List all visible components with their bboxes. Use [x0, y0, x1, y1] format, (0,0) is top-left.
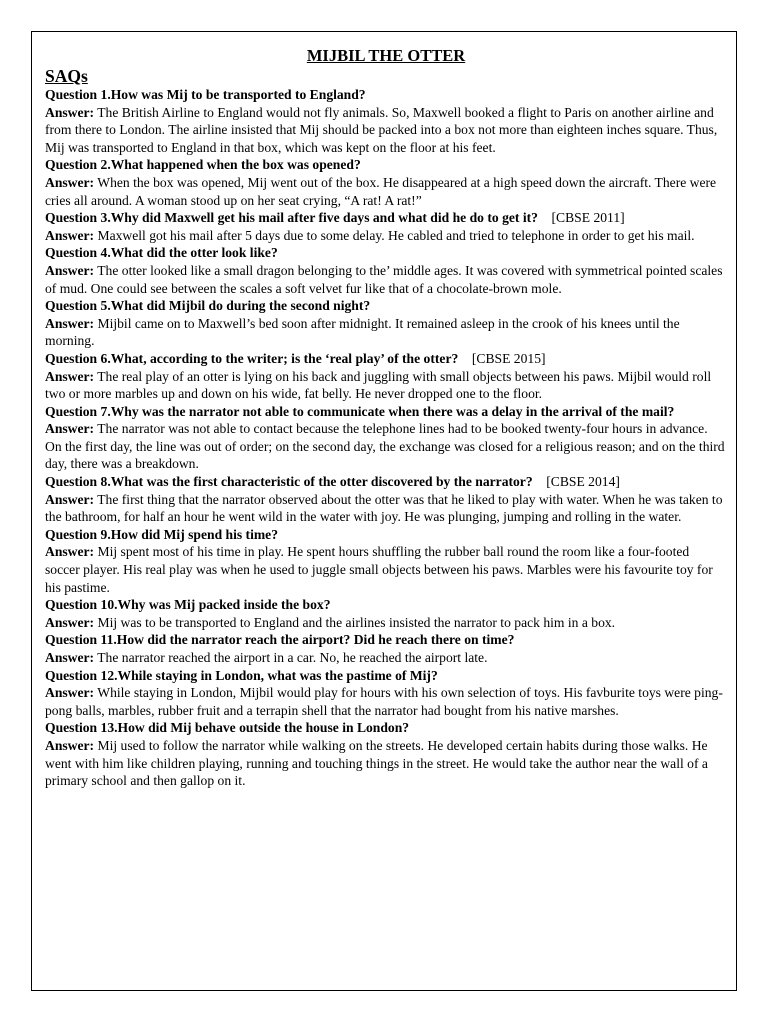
section-heading: SAQs — [45, 66, 88, 86]
question-text — [45, 350, 727, 368]
qa-item — [45, 473, 727, 526]
answer-text — [45, 420, 727, 473]
question-text — [45, 156, 727, 174]
question-text — [45, 596, 727, 614]
answer-text — [45, 227, 727, 245]
question-label: Question 1.How was Mij to be transported to England? — [45, 87, 366, 102]
exam-tag: [CBSE 2011] — [551, 210, 625, 226]
answer-text — [45, 262, 727, 297]
answer-text — [45, 368, 727, 403]
question-text — [45, 473, 727, 491]
answer-text — [45, 614, 727, 632]
answer-label: Answer: — [45, 737, 95, 753]
answer-body: The British Airline to England would not fly animals. So, Maxwell booked a flight to Paris on another airline and from there to London. The airline insisted that Mij should be packed into a box not more than eighteen inches square. Thus, Mij was transported to England in that box, which was kept on the floor at his feet. — [45, 104, 718, 155]
document-body — [45, 46, 727, 790]
question-label: Question 13.How did Mij behave outside the house in London? — [45, 720, 410, 736]
answer-body: Mij was to be transported to England and the airlines insisted the narrator to pack him in a box. — [97, 614, 616, 630]
qa-item — [45, 244, 727, 297]
answer-text — [45, 491, 727, 526]
answer-body: Mijbil came on to Maxwell’s bed soon after midnight. It remained asleep in the crook of his knees until the morning. — [45, 315, 680, 349]
qa-item — [45, 209, 727, 244]
exam-tag: [CBSE 2015] — [471, 350, 546, 366]
question-text — [45, 403, 727, 421]
answer-body: The real play of an otter is lying on his back and juggling with small objects between his paws. Mijbil would roll two or more marbles up and down on his wide, fat belly. He never dropped one to the floor. — [45, 368, 712, 402]
answer-label: Answer: — [45, 685, 95, 701]
question-label: Question 11.How did the narrator reach the airport? Did he reach there on time? — [45, 632, 515, 648]
page-title: MIJBIL THE OTTER — [306, 46, 466, 65]
question-text — [45, 209, 727, 227]
answer-text — [45, 737, 727, 790]
question-text — [45, 86, 727, 104]
question-label: Question 12.While staying in London, what was the pastime of Mij? — [45, 667, 438, 683]
answer-label: Answer: — [45, 262, 95, 278]
question-text — [45, 631, 727, 649]
question-label: Question 5.What did Mijbil do during the second night? — [45, 298, 371, 314]
qa-item — [45, 297, 727, 350]
exam-tag: [CBSE 2014] — [546, 474, 620, 490]
answer-body: The otter looked like a small dragon belonging to the’ middle ages. It was covered with symmetrical pointed scales of mud. One could see between the scales a soft velvet fur like that of a chocolate-brown mole. — [45, 262, 723, 296]
answer-text — [45, 543, 727, 596]
qa-item — [45, 667, 727, 720]
question-text — [45, 526, 727, 544]
qa-item — [45, 350, 727, 403]
question-label: Question 7.Why was the narrator not able to communicate when there was a delay in the arrival of the mail? — [45, 403, 675, 419]
answer-text — [45, 684, 727, 719]
answer-label: Answer: — [45, 368, 95, 384]
qa-item — [45, 86, 727, 156]
answer-label: Answer: — [45, 174, 95, 190]
answer-body: When the box was opened, Mij went out of the box. He disappeared at a high speed down the aircraft. There were cries all around. A woman stood up on her seat crying, “A rat! A rat!” — [45, 174, 717, 208]
answer-body: While staying in London, Mijbil would play for hours with his own selection of toys. His favburite toys were ping-pong balls, marbles, rubber fruit and a terrapin shell that the narrator had bought from his native marshes. — [45, 685, 723, 718]
question-label: Question 2.What happened when the box was opened? — [45, 157, 361, 173]
qa-item — [45, 596, 727, 631]
answer-text — [45, 104, 727, 157]
question-text — [45, 667, 727, 685]
question-label: Question 10.Why was Mij packed inside the box? — [45, 597, 331, 613]
qa-list — [45, 86, 727, 790]
answer-label: Answer: — [45, 227, 95, 243]
question-label: Question 6.What, according to the writer; is the ‘real play’ of the otter? — [45, 350, 459, 366]
question-label: Question 3.Why did Maxwell get his mail after five days and what did he do to get it? — [45, 210, 538, 226]
qa-item — [45, 156, 727, 209]
qa-item — [45, 403, 727, 473]
question-text — [45, 244, 727, 262]
answer-body: The narrator was not able to contact because the telephone lines had to be booked twenty-four hours in advance. On the first day, the line was out of order; on the second day, the exchange was closed for a religious reason; and on the third day, there was a breakdown. — [45, 421, 725, 472]
qa-item — [45, 631, 727, 666]
question-label: Question 9.How did Mij spend his time? — [45, 526, 279, 542]
answer-text — [45, 315, 727, 350]
answer-label: Answer: — [45, 491, 95, 507]
question-text — [45, 719, 727, 737]
answer-body: The first thing that the narrator observed about the otter was that he liked to play with water. When he was taken to the bathroom, for half an hour he went wild in the water with joy. He was plunging, jumping and rolling in the water. — [45, 491, 723, 525]
answer-body: Mij spent most of his time in play. He spent hours shuffling the rubber ball round the room like a four-footed soccer player. His real play was when he used to juggle small objects between his paws. Marbles were his favourite toy for his pastime. — [45, 544, 713, 595]
answer-label: Answer: — [45, 421, 95, 437]
answer-body: Maxwell got his mail after 5 days due to some delay. He cabled and tried to telephone in order to get his mail. — [97, 227, 695, 243]
answer-text — [45, 649, 727, 667]
answer-label: Answer: — [45, 544, 95, 560]
qa-item — [45, 719, 727, 789]
answer-label: Answer: — [45, 650, 95, 665]
question-text — [45, 297, 727, 315]
answer-label: Answer: — [45, 614, 95, 630]
answer-label: Answer: — [45, 315, 95, 331]
answer-text — [45, 174, 727, 209]
answer-body: The narrator reached the airport in a car. No, he reached the airport late. — [97, 650, 488, 665]
qa-item — [45, 526, 727, 596]
question-label: Question 8.What was the first characteristic of the otter discovered by the narrator? — [45, 474, 533, 490]
answer-label: Answer: — [45, 104, 95, 120]
answer-body: Mij used to follow the narrator while walking on the streets. He developed certain habits during those walks. He went with him like children playing, running and touching things in the street. He would take the author near the wall of a primary school and then gallop on it. — [45, 737, 708, 789]
question-label: Question 4.What did the otter look like? — [45, 245, 278, 261]
